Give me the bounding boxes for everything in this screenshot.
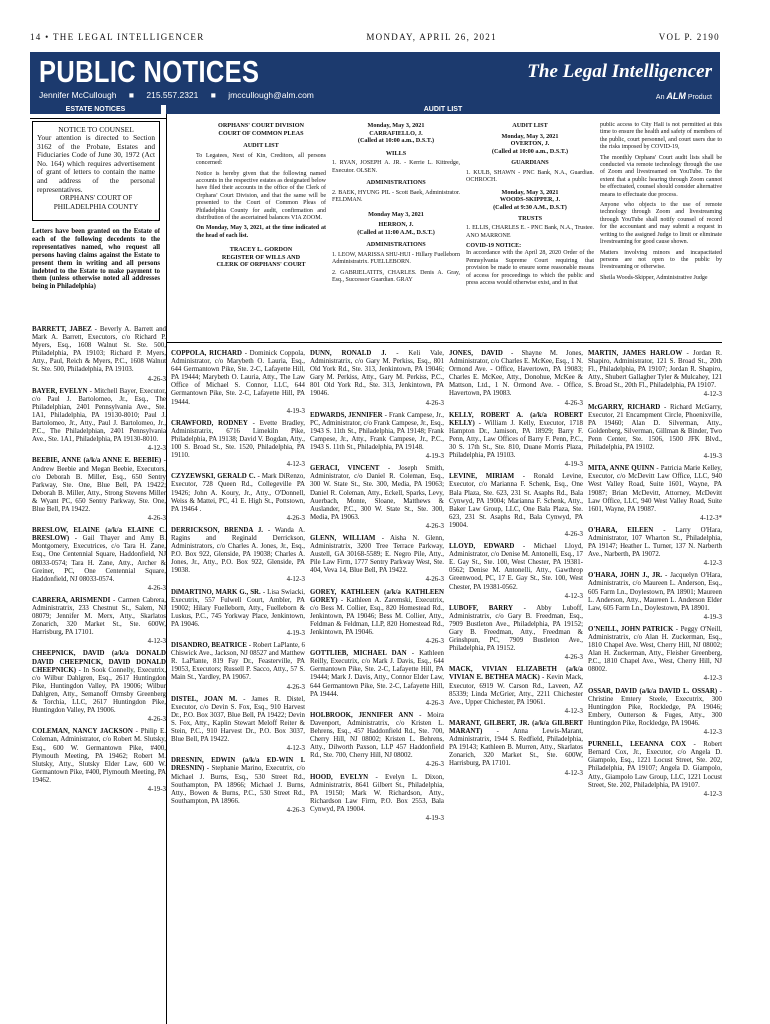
estate-entry	[32, 457, 166, 523]
audit-heading: ADMINISTRATIONS	[366, 179, 426, 187]
audit-heading: AUDIT LIST	[243, 142, 279, 150]
decedent-name: DRESNIN, EDWIN (a/k/a ED-WIN I. DRESNIN)	[171, 757, 305, 773]
audit-paragraph: Matters involving minors and incapacitated persons are not open to the public by livestreaming or otherwise.	[600, 249, 722, 271]
notice-body: Your attention is directed to Section 3162 of the Probate, Estates and Fiduciaries Code of June 30, 1972 (Act No. 164) which requires advertisement of grant of letters to contain the name and address of the personal representatives.	[37, 133, 155, 194]
estate-entry	[310, 589, 444, 647]
insertion-date: 4-12-3	[703, 675, 722, 683]
page-title: PUBLIC NOTICES	[39, 54, 260, 89]
entry-text: - In Sook Connelly, Executrix, c/o Wilbur Dahlgren, Esq., 2617 Huntingdon Pike, Huntingdon Valley, PA 19006; Wilbur Dahlgren, Atty., Semanoff Ormsby Greenberg & Torchia, LLC, 2617 Huntingdon Pike, Huntingdon Valley, PA 19006.	[32, 666, 166, 715]
signatory: REGISTER OF WILLS AND	[221, 253, 301, 261]
audit-signature: Sheila Woods-Skipper, Administrative Judge	[600, 274, 708, 281]
insertion-date: 4-19-3	[147, 785, 166, 793]
estate-entry	[588, 404, 722, 462]
decedent-name: OSSAR, DAVID (a/k/a DAVID L. OSSAR)	[588, 687, 718, 695]
estate-entry	[171, 420, 305, 470]
notice-to-counsel-box	[32, 121, 160, 221]
insertion-date: 4-26-3	[425, 699, 444, 707]
audit-judge: OVERTON, J.	[510, 140, 550, 148]
entry-text: - Philip E. Coleman, Administrator, c/o Robert M. Slutsky, Esq., 600 W. Germantown Pike, #400, Plymouth Meeting, PA 19462; Robert M. Slutsky, Atty., Slutsky Elder Law, 600 W. Germantown Pike, #400, Plymouth Meeting, PA 19462.	[32, 728, 166, 784]
decedent-name: DISTEL, JOAN M.	[171, 695, 238, 703]
decedent-name: COPPOLA, RICHARD	[171, 350, 243, 357]
estate-entry	[449, 605, 583, 663]
decedent-name: DiMARTINO, MARK G., SR.	[171, 588, 261, 596]
insertion-date: 4-26-3	[425, 522, 444, 530]
audit-time: (Called at 10:00 a.m., D.S.T.)	[491, 147, 569, 155]
estate-entry	[171, 527, 305, 585]
audit-time: (Called at 10:00 a.m., D.S.T.)	[357, 137, 435, 145]
estate-entry	[449, 720, 583, 778]
audit-time: (Called at 11:00 A.M., D.S.T.)	[357, 228, 435, 236]
audit-heading: WILLS	[385, 149, 407, 157]
estate-entry	[588, 527, 722, 568]
decedent-name: MITA, ANNE QUINN	[588, 465, 655, 473]
decedent-name: COLEMAN, NANCY JACKSON	[32, 728, 133, 736]
entry-text: - Aisha N. Glenn, Administratrix, 3200 Tree Terrace Parkway, Austell, GA 30168-5589; E. Negro Pile, Atty., Pile Law Firm, 1777 Sentry Parkway West, Ste. 404, Veva 14, Blue Bell, PA 19422.	[310, 534, 444, 575]
audit-item: 1. RYAN, JOSEPH A. JR. - Kerrie L. Kittredge, Executor. OLSEN.	[332, 160, 460, 174]
entry-text: - Evelyn L. Dixon, Administratrix, 8641 Gilbert St., Philadelphia, PA 19150; Mark W. Richardson, Atty., Richardson Law Firm, P.O. Box 2553, Bala Cynwyd, PA 19004.	[310, 773, 444, 813]
entry-text: - Michael Lloyd, Administrator, c/o Denise M. Antonelli, Esq., 17 E. Gay St., Ste. 100, West Chester, PA 19381-0562; Denise M. Antonelli, Atty., Gawthrop Greenwood, PC, 17 E. Gay St., Ste. 100, West Chester, PA 19381-0562.	[449, 543, 583, 591]
estate-entry	[171, 473, 305, 523]
estate-entry	[449, 666, 583, 716]
page-number-label: 14 • THE LEGAL INTELLIGENCER	[30, 32, 205, 42]
decedent-name: MARTIN, JAMES HARLOW	[588, 350, 683, 357]
audit-heading: AUDIT LIST	[512, 122, 548, 129]
estate-entry	[588, 626, 722, 684]
estate-entry	[171, 350, 305, 416]
entry-text: - Larry O'Hara, Administrator, 107 Wharton St., Philadelphia, PA 19147; Heather L. Turner, 137 N. Narberth Ave., Narberth, PA 19072.	[588, 526, 722, 559]
audit-judge: WOODS-SKIPPER, J.	[499, 196, 561, 204]
insertion-date: 4-12-3	[703, 790, 722, 798]
decedent-name: MACK, VIVIAN ELIZABETH (a/k/a VIVIAN E. BETHEA MACK)	[449, 666, 583, 682]
estate-entry	[588, 741, 722, 799]
audit-paragraph: public access to City Hall is not permitted at this time to ensure the health and safety of members of the public, court personnel, and court users due to the risks imposed by COVID-19,	[600, 122, 722, 151]
entry-text: - Robert LaPlante, 6 Chiswick Ave., Jackson, NJ 08527 and Matthew R. LaPlante, 819 Fay Dr., Feasterville, PA 19053, Executors; Russell P. Sacco, Atty., 57 S. Main St., Yardley, PA 19067.	[171, 642, 305, 682]
public-notices-banner	[30, 52, 720, 105]
decedent-name: DERRICKSON, BRENDA J.	[171, 526, 264, 534]
insertion-date: 4-12-3	[564, 707, 583, 715]
decedent-name: KELLY, ROBERT A. (a/k/a ROBERT KELLY)	[449, 411, 583, 427]
insertion-date: 4-26-3	[286, 514, 305, 522]
decedent-name: LEVINE, MIRIAM	[449, 473, 515, 481]
entry-text: - Stephanie Marino, Executrix, c/o Michael J. Burns, Esq., 530 Street Rd., Southampton, PA 18966; Michael J. Burns, Atty., Bowen & Burns, P.C., 530 Street Rd., Southampton, PA 18966.	[171, 765, 305, 805]
decedent-name: GLENN, WILLIAM	[310, 534, 376, 542]
audit-column-3	[466, 122, 594, 340]
insertion-date: 4-26-3	[425, 576, 444, 584]
decedent-name: CHEEPNICK, DAVID (a/k/a DONALD DAVID CHEEPNICK, DAVID DONALD CHEEPNICK)	[32, 650, 166, 674]
insertion-date: 4-26-3	[147, 716, 166, 724]
estate-entry	[171, 757, 305, 815]
decedent-name: DUNN, RONALD J.	[310, 350, 387, 357]
estate-entry	[171, 696, 305, 754]
decedent-name: GOREY, KATHLEEN (a/k/a KATHLEEN GOREY)	[310, 588, 444, 604]
insertion-date: 4-12-3	[286, 576, 305, 584]
audit-column-1	[196, 122, 326, 340]
entry-text: - Mitchell Bayer, Executor, c/o Paul J. Bartolomeo, Jr., Esq., The Philadelphian, 2401 Pennsylvania Ave., Ste. 1A1, Philadelphia, PA 19130-8010; Paul J. Bartolomeo, Jr., Atty., Paul J. Bartolomeo, Jr., P.C., The Philadelphian, 2401 Pennsylvania Ave., Ste. 1A1, Philadelphia, PA 19130-8010.	[32, 387, 166, 444]
column-divider	[166, 114, 167, 1024]
decedent-name: McGARRY, RICHARD	[588, 403, 661, 411]
estate-column-1	[32, 326, 166, 1014]
estate-entry	[310, 650, 444, 708]
audit-judge: HERRON, J.	[378, 221, 414, 229]
estate-entry	[310, 774, 444, 824]
notice-title: NOTICE TO COUNSEL	[58, 125, 134, 134]
signatory: TRACEY L. GORDON	[229, 246, 293, 254]
estate-entry	[588, 465, 722, 523]
entry-text: - Jacquelyn O'Hara, Administratrix, c/o Maureen L. Anderson, Esq., 605 Farm Ln., Doylestown, PA 18901; Maureen L. Anderson, Atty., Maureen L. Anderson Elder Law, 605 Farm Ln., Doylestown, PA 18901.	[588, 572, 722, 612]
audit-heading: COURT OF COMMON PLEAS	[218, 129, 304, 137]
entry-text: - Evette Bradley, Administratrix, 6716 Limekiln Pike, Philadelphia, PA 19138; David V. Bogdan, Atty., 100 S. Broad St., Ste. 1520, Philadelphia, PA 19110.	[171, 419, 305, 460]
decedent-name: GOTTLIEB, MICHAEL DAN	[310, 650, 407, 658]
decedent-name: EDWARDS, JENNIFER	[310, 411, 383, 419]
insertion-date: 4-26-3	[286, 806, 305, 814]
decedent-name: HOOD, EVELYN	[310, 773, 369, 781]
insertion-date: 4-12-3*	[700, 514, 722, 522]
estate-intro: Letters have been granted on the Estate of each of the following decedents to the representatives named, who request all persons having claims against the Estate to present them in writing and all persons indebted to the Estate to make payment to them (unless otherwise noted all addresses being in Philadelphia)	[32, 228, 160, 291]
estate-column-5	[588, 350, 722, 1014]
entry-text: - Mark DiRenzo, Executor, 728 Queen Rd., Collegeville PA 19426; John A. Koury, Jr., Atty., O'Donnell, Weiss & Mattei, PC, 41 E. High St., Pottstown, PA 19464 .	[171, 473, 305, 513]
decedent-name: BAYER, EVELYN	[32, 387, 88, 395]
entry-text: - Wanda A. Ragins and Reginald Derrickson, Administrators, c/o Charles A. Jones, Jr., Esq., P.O. Box 922, Glenside, PA 19038; Charles A. Jones, Jr., Atty., P.O. Box 922, Glenside, PA 19038.	[171, 526, 305, 575]
estate-entry	[310, 712, 444, 770]
estate-entry	[588, 572, 722, 622]
decedent-name: BEEBIE, ANNE (a/k/a ANNE E. BEEBIE)	[32, 457, 162, 465]
audit-heading: ORPHANS' COURT DIVISION	[218, 122, 304, 129]
audit-list-heading: AUDIT LIST	[166, 105, 720, 114]
insertion-date: 4-19-3	[425, 814, 444, 822]
estate-entry	[588, 688, 722, 738]
estate-column-4	[449, 350, 583, 1014]
entry-text: - Robert Bernard Cox, Jr., Executor, c/o Angela D. Giampolo, Esq., 1221 Locust Street, Ste. 202, Philadelphia, PA 19107; Angela D. Giampolo, Atty., Giampolo Law Group, LLC, 1221 Locust Street, Ste. 202, Philadelphia, PA 19107.	[588, 741, 722, 789]
insertion-date: 4-19-3	[286, 407, 305, 415]
estate-entry	[32, 597, 166, 647]
entry-text: - Gail Thayer and Amy B. Montgomery, Executrices, c/o Tara H. Zane, Esq., One Centennial Square, Haddonfield, NJ 08033-0574; Tara H. Zane, Atty., Archer & Greiner, PC, One Centennial Square, Haddonfield, NJ 08033-0574.	[32, 535, 166, 583]
insertion-date: 4-12-3	[564, 769, 583, 777]
audit-time: (Called at 9:30 A.M., D.S.T)	[493, 203, 567, 211]
decedent-name: O'HARA, JOHN J., JR.	[588, 572, 663, 580]
insertion-date: 4-26-3	[147, 515, 166, 523]
entry-text: - Lisa Swiacki, Executrix, 557 Fulwell Court, Ambler, PA 19002; Hilary Fuelleborn, Atty., Fuelleborn & Luskus, P.C., 745 Yorkway Place, Jenkintown, PA 19046.	[171, 588, 305, 628]
entry-text: - Richard McGarry, Executor, 21 Encampment Circle, Phoenixville, PA 19460; Alan D. Silverman, Atty., Goldenberg, Silverman, Gillman & Binder, Two Penn Center, Ste. 1506, 1500 JFK Blvd., Philadelphia, PA 19102.	[588, 403, 722, 452]
audit-item: 1. ELLIS, CHARLES E. - PNC Bank, N.A., Trustee. ANO MARRONE	[466, 225, 594, 239]
audit-date: Monday, May 3, 2021	[367, 122, 425, 129]
estate-entry	[588, 350, 722, 400]
contact-phone: 215.557.2321	[146, 90, 199, 100]
entry-text: - Ronald Levine, Executor, c/o Marianna F. Schenk, Esq., One Bala Plaza, Ste. 623, 231 St. Asaphs Rd., Bala Cynwyd, PA 19004; Marianna F. Schenk, Atty., Baker Law Group, LLC, One Bala Plaza, Ste. 623, 231 St. Asaphs Rd., Bala Cynwyd, PA 19004.	[449, 473, 583, 529]
audit-column-4	[600, 122, 722, 340]
audit-item: 2. GABRIELATITS, CHARLES. Denis A. Gray, Esq., Successor Guardian. GRAY	[332, 269, 460, 284]
insertion-date: 4-12-3	[703, 391, 722, 399]
decedent-name: CZYZEWSKI, GERALD C.	[171, 473, 256, 481]
bullet-icon: ■	[210, 90, 216, 100]
decedent-name: HOLBROOK, JENNIFER ANN	[310, 711, 414, 719]
estate-column-3	[310, 350, 444, 1014]
entry-text: - Kevin Mack, Executor, 6919 W. Carson Rd., Laveen, AZ 85339; Linda McGrier, Atty., 2211 Chichester Ave., Upper Chichester, PA 19061.	[449, 674, 583, 706]
audit-judge: CARRAFIELLO, J.	[369, 129, 423, 137]
insertion-date: 4-12-3	[703, 560, 722, 568]
estate-entry	[171, 589, 305, 639]
entry-text: - Abby Luboff, Administratrix, c/o Gary B. Freedman, Esq., 7909 Bustleton Ave., Philadelphia, PA 19152; Gary B. Freedman, Atty., Freedman & Grinshpun, PC, 7909 Bustleton Ave., Philadelphia, PA 19152.	[449, 604, 583, 653]
decedent-name: CRAWFORD, RODNEY	[171, 419, 248, 427]
insertion-date: 4-19-3	[703, 613, 722, 621]
entry-text: - Keli Vale, Administratrix, c/o Gary M. Perkiss, Esq., 801 Old York Rd., Ste. 313, Jenkintown, PA 19046; Gary M. Perkiss, Atty., Gary M. Perkiss, P.C., 801 Old York Rd., Ste. 313, Jenkintown, PA 19046.	[310, 350, 444, 398]
decedent-name: LLOYD, EDWARD	[449, 543, 515, 551]
insertion-date: 4-26-3	[564, 654, 583, 662]
contact-email[interactable]: jmccullough@alm.com	[228, 90, 314, 100]
volume-label: VOL P. 2190	[658, 32, 720, 42]
entry-text: - Andrew Beebie and Megan Beebie, Executors, c/o Deborah B. Miller, Esq., 650 Sentry Parkway, Ste. One, Blue Bell, PA 19422; Deborah B. Miller, Atty., Strong Stevens Miller & Wyant PC, 650 Sentry Parkway, Ste. One, Blue Bell, PA 19422.	[32, 457, 166, 513]
estate-notices-heading: ESTATE NOTICES	[30, 105, 161, 114]
entry-text: - Shayne M. Jones, Administrator, c/o Charles E. McKee, Esq., 1 N. Ormond Ave. - Office, Havertown, PA 19083; Charles E. McKee, Atty., Donohue, McKee & Mattson, Ltd., 1 N. Ormond Ave. - Office, Havertown, PA 19083.	[449, 350, 583, 398]
insertion-date: 4-19-3	[564, 461, 583, 469]
bullet-icon: ■	[128, 90, 134, 100]
entry-text: - James R. Distel, Executor, c/o Devin S. Fox, Esq., 910 Harvest Dr., P.O. Box 3037, Blue Bell, PA 19422; Devin S. Fox, Atty., Kaplin Stewart Meloff Reiter & Stein, P.C., 910 Harvest Dr., P.O. Box 3037, Blue Bell, PA 19422.	[171, 695, 305, 744]
estate-entry	[310, 412, 444, 462]
estate-entry	[171, 642, 305, 692]
insertion-date: 4-26-3	[425, 638, 444, 646]
decedent-name: MARANT, GILBERT, JR. (a/k/a GILBERT MARANT)	[449, 719, 583, 736]
alm-logo: An ALM Product	[655, 91, 712, 101]
audit-heading: GUARDIANS	[511, 159, 549, 167]
entry-text: - William J. Kelly, Executor, 1718 Hampton Dr., Jamison, PA 18929; Barry F. Penn, Atty., Law Offices of Barry F. Penn, P.C., 30 S. 17th St., Ste. 810, Duane Morris Plaza, Philadelphia, PA 19103.	[449, 419, 583, 460]
contact-name: Jennifer McCullough	[39, 90, 117, 100]
decedent-name: BARRETT, JABEZ	[32, 326, 92, 333]
audit-date: Monday, May 3, 2021	[501, 188, 559, 196]
estate-entry	[310, 465, 444, 531]
estate-entry	[32, 527, 166, 593]
audit-item: In accordance with the April 28, 2020 Order of the Pennsylvania Supreme Court requiring that provision be made to ensure some reasonable means of access for proceedings to which the public and press access would otherwise exist, and in that	[466, 250, 594, 286]
entry-text: - Christine Emtery Steele, Executrix, 300 Huntingdon Pike, Rockledge, PA 19046; Embery, Outterson & Fuges, Atty., 300 Huntingdon Pike, Rockledge, PA 19046.	[588, 687, 722, 727]
estate-entry	[449, 473, 583, 539]
entry-text: - Anna Lewis-Marant, Administratrix, 1944 S. Redfield, Philadelphia, PA 19143; Kathleen B. Murren, Atty., Skarlatos Zonarich, 320 Market St., Ste. 600W, Harrisburg, PA 17101.	[449, 728, 583, 768]
estate-entry	[449, 350, 583, 408]
entry-text: - Peggy O'Neill, Administratrix, c/o Alan H. Zuckerman, Esq., 1810 Chapel Ave. West, Cherry Hill, NJ 08002; Alan H. Zuckerman, Atty., Fleisher Greenberg, P.C., 1810 Chapel Ave., West, Cherry Hill, NJ 08002.	[588, 625, 722, 674]
estate-entry	[32, 650, 166, 724]
entry-text: - Dominick Coppola, Administrator, c/o Marybeth O. Lauria, Esq., 644 Germantown Pike, Ste. 2-C, Lafayette Hill, PA 19444; Marybeth O. Lauria, Atty., The Law Office of Michael S. Connor, LLC, 644 Germantown Pike, Ste. 2-C, Lafayette Hill, PA 19444.	[171, 350, 305, 406]
audit-paragraph: The monthly Orphans' Court audit lists shall be conducted via remote technology through the use of Zoom and livestreamed on YouTube. To the extent that a public hearing through Zoom cannot be effectuated, counsel should consider alternative means to effectuate due process.	[600, 154, 722, 198]
audit-paragraph: Notice is hereby given that the following named accounts in the respective estates as designated below have filed their accounts in the office of the Clerk of Orphans' Court Division, and that the same will be presented to the Court of Common Pleas of Philadelphia County for audit, confirmation and distribution of the ascertained balances VIA ZOOM.	[196, 170, 326, 222]
insertion-date: 4-12-3	[286, 461, 305, 469]
decedent-name: JONES, DAVID	[449, 350, 503, 357]
entry-text: - Carmen Cabrera, Administratrix, 233 Chestnut St., Salem, NJ 08079; Jennifer M. Merx, Atty., Skarlatos Zonarich, 320 Market St., Ste. 600W, Harrisburg, PA 17101.	[32, 596, 166, 637]
entry-text: - Beverly A. Barrett and Mark A. Barrett, Executors, c/o Richard P. Myers, Esq., 1608 Walnut St. Ste. 500, Philadelphia, PA 19103; Richard P. Myers, Atty., Paul, Reich & Myers, P.C., 1608 Walnut St. Ste. 500, Philadelphia, PA 19103.	[32, 326, 166, 374]
covid-notice-heading: COVID-19 NOTICE:	[466, 242, 522, 249]
insertion-date: 4-26-3	[425, 399, 444, 407]
estate-entry	[32, 326, 166, 384]
entry-text: - Kathleen Reilly, Executrix, c/o Mark J. Davis, Esq., 644 Germantown Pike, Ste. 2-C, Lafayette Hill, PA 19444; Mark J. Davis, Atty., Connor Elder Law, 644 Germantown Pike, Ste. 2-C, Lafayette Hill, PA 19444.	[310, 650, 444, 698]
audit-heading: ADMINISTRATIONS	[366, 241, 426, 249]
entry-text: - Jordan R. Shapiro, Administrator, 121 S. Broad St., 20th Fl., Philadelphia, PA 19107; Jordan R. Shapiro, Atty., Shubert Gallagher Tyler & Mulcahey, 121 S. Broad St., 20th Fl., Philadelphia, PA 19107.	[588, 350, 722, 390]
decedent-name: PURNELL, LEEANNA COX	[588, 741, 687, 749]
masthead-logo: The Legal Intelligencer	[527, 61, 712, 82]
estate-entry	[449, 412, 583, 470]
audit-date: Monday, May 3, 2021	[501, 132, 559, 140]
signatory: CLERK OF ORPHANS' COURT	[216, 261, 306, 269]
entry-text: - Patricia Marie Kelley, Executor, c/o McDevitt Law Office, LLC, 940 West Valley Road, Suite 1601, Wayne, PA 19087; Brian McDevitt, Attorney, McDevitt Law Office, LLC, 940 West Valley Road, Suite 1601, Wayne, PA 19087.	[588, 465, 722, 513]
estate-entry	[310, 535, 444, 585]
insertion-date: 4-19-3	[286, 630, 305, 637]
audit-bottom-rule	[166, 342, 722, 343]
insertion-date: 4-26-3	[564, 530, 583, 538]
insertion-date: 4-12-3	[703, 729, 722, 737]
estate-entry	[449, 543, 583, 601]
insertion-date: 4-12-3	[147, 445, 166, 453]
audit-column-2	[332, 122, 460, 340]
insertion-date: 4-26-3	[147, 584, 166, 592]
insertion-date: 4-12-3	[286, 745, 305, 753]
audit-date: Monday May 3, 2021	[368, 210, 424, 218]
estate-entry	[32, 728, 166, 794]
audit-paragraph: Anyone who objects to the use of remote technology through Zoom and livestreaming through YouTube shall notify counsel of record for the accountant and may submit a request in writing to the assigned Judge to limit or eliminate livestreaming for good cause shown.	[600, 202, 722, 246]
decedent-name: O'HARA, EILEEN	[588, 526, 654, 534]
insertion-date: 4-19-3	[703, 453, 722, 461]
audit-item: 1. KULB, SHAWN - PNC Bank, N.A., Guardian. OCHROCH.	[466, 169, 594, 184]
audit-paragraph: To Legatees, Next of Kin, Creditors, all persons concerned:	[196, 152, 326, 167]
decedent-name: O'NEILL, JOHN PATRICK	[588, 625, 674, 633]
estate-column-2	[171, 350, 305, 1014]
notice-signature: ORPHANS' COURT OF PHILADELPHIA COUNTY	[53, 193, 139, 211]
divider	[30, 118, 166, 119]
entry-text: - Joseph Smith, Administrator, c/o Daniel R. Coleman, Esq., 300 W. State St., Ste. 300, Media, PA 19063; Daniel R. Coleman, Atty., Eckell, Sparks, Levy, Auerbach, Monte, Sloane, Matthews & Auslander, P.C., 300 W. State St., Ste. 300, Media, PA 19063.	[310, 465, 444, 521]
decedent-name: DISANDRO, BEATRICE	[171, 642, 247, 650]
entry-text: - Frank Campese, Jr., PC, Administrator, c/o Frank Campese, Jr., Esq., 1943 S. 11th St., Philadelphia, PA 19148; Frank Campese, Jr., Atty., Frank Campese, Jr., P.C., 1943 S. 11th St., Philadelphia, PA 19148.	[310, 411, 444, 452]
decedent-name: LUBOFF, BARRY	[449, 604, 513, 612]
insertion-date: 4-19-3	[425, 453, 444, 461]
estate-entry	[32, 388, 166, 454]
insertion-date: 4-26-3	[564, 399, 583, 407]
decedent-name: BRESLOW, ELAINE (a/k/a ELAINE C. BRESLOW)	[32, 527, 166, 543]
insertion-date: 4-12-3	[147, 638, 166, 646]
entry-text: - Kathleen A. Zaremski, Executrix, c/o Bess M. Collier, Esq., 820 Homestead Rd., Jenkintown, PA 19046; Bess M. Collier, Atty., Feldman & Feldman, LLP, 820 Homestead Rd., Jenkintown, PA 19046.	[310, 596, 444, 636]
insertion-date: 4-26-3	[425, 761, 444, 769]
audit-item: 2. BAEK, HYUNG PIL - Scott Baek, Administrator. FELDMAN.	[332, 189, 460, 204]
decedent-name: GERACI, VINCENT	[310, 465, 380, 473]
insertion-date: 4-26-3	[286, 683, 305, 691]
estate-entry	[310, 350, 444, 408]
running-header	[30, 30, 720, 44]
decedent-name: CABRERA, ARISMENDI	[32, 596, 111, 604]
audit-paragraph: On Monday, May 3, 2021, at the time indicated at the head of each list.	[196, 225, 326, 239]
contact-line	[39, 90, 324, 100]
insertion-date: 4-26-3	[147, 375, 166, 383]
audit-heading: TRUSTS	[517, 214, 543, 222]
insertion-date: 4-12-3	[564, 592, 583, 600]
issue-date: MONDAY, APRIL 26, 2021	[366, 32, 497, 42]
entry-text: - Moira Davenport, Administratrix, c/o Kristen L. Behrens, Esq., 457 Haddonfield Rd., Ste. 700, Cherry Hill, NJ 08002; Kristen L. Behrens, Atty., Dilworth Paxson, LLP 457 Haddonfield Rd., Ste. 700, Cherry Hill, NJ 08002.	[310, 711, 444, 760]
audit-item: 1. LEOW, MARISSA SHU-HUI - Hillary Fuelleborn Administratrix. FUELLEBORN.	[332, 251, 460, 266]
